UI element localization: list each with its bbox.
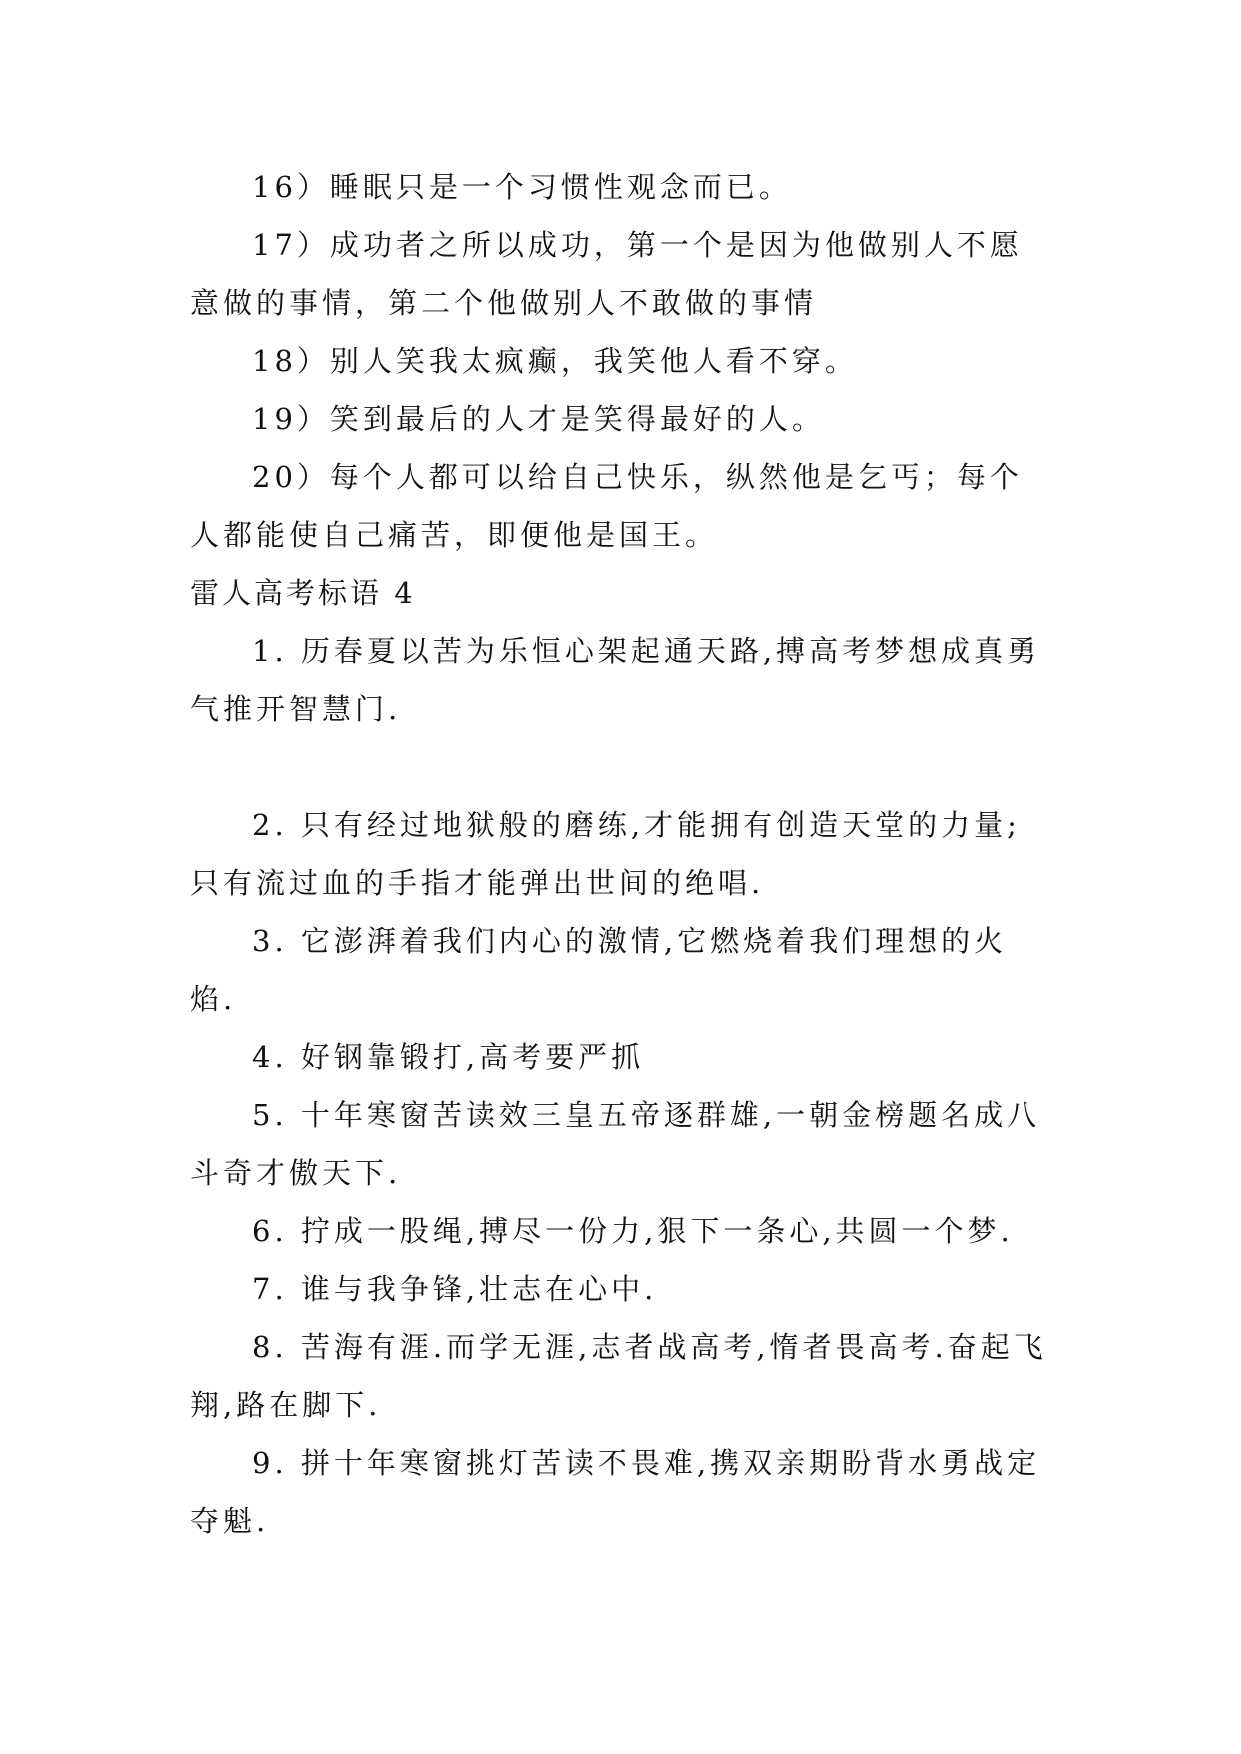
document-page <box>190 158 1052 1550</box>
slogan-5: 5. 十年寒窗苦读效三皇五帝逐群雄,一朝金榜题名成八斗奇才傲天下. <box>190 1098 1041 1190</box>
slogan-3: 3. 它澎湃着我们内心的激情,它燃烧着我们理想的火焰. <box>190 924 1008 1016</box>
blank-line <box>190 738 1052 796</box>
slogan-20: 20）每个人都可以给自己快乐，纵然他是乞丐；每个人都能使自己痛苦，即便他是国王。 <box>190 460 1023 552</box>
slogan-1: 1. 历春夏以苦为乐恒心架起通天路,搏高考梦想成真勇气推开智慧门. <box>190 634 1041 726</box>
slogan-8: 8. 苦海有涯.而学无涯,志者战高考,惰者畏高考.奋起飞翔,路在脚下. <box>190 1330 1047 1422</box>
slogan-19: 19）笑到最后的人才是笑得最好的人。 <box>252 402 825 436</box>
slogan-7: 7. 谁与我争锋,壮志在心中. <box>252 1272 658 1306</box>
slogan-6: 6. 拧成一股绳,搏尽一份力,狠下一条心,共圆一个梦. <box>252 1214 1014 1248</box>
slogan-17: 17）成功者之所以成功，第一个是因为他做别人不愿意做的事情，第二个他做别人不敢做的事情 <box>190 228 1023 320</box>
slogan-2: 2. 只有经过地狱般的磨练,才能拥有创造天堂的力量;只有流过血的手指才能弹出世间的绝唱. <box>190 808 1021 900</box>
slogan-4: 4. 好钢靠锻打,高考要严抓 <box>252 1040 645 1074</box>
slogan-18: 18）别人笑我太疯癫，我笑他人看不穿。 <box>252 344 858 378</box>
slogan-16: 16）睡眠只是一个习惯性观念而已。 <box>252 170 792 204</box>
slogan-9: 9. 拼十年寒窗挑灯苦读不畏难,携双亲期盼背水勇战定夺魁. <box>190 1446 1041 1538</box>
section-heading: 雷人高考标语 4 <box>190 576 416 610</box>
